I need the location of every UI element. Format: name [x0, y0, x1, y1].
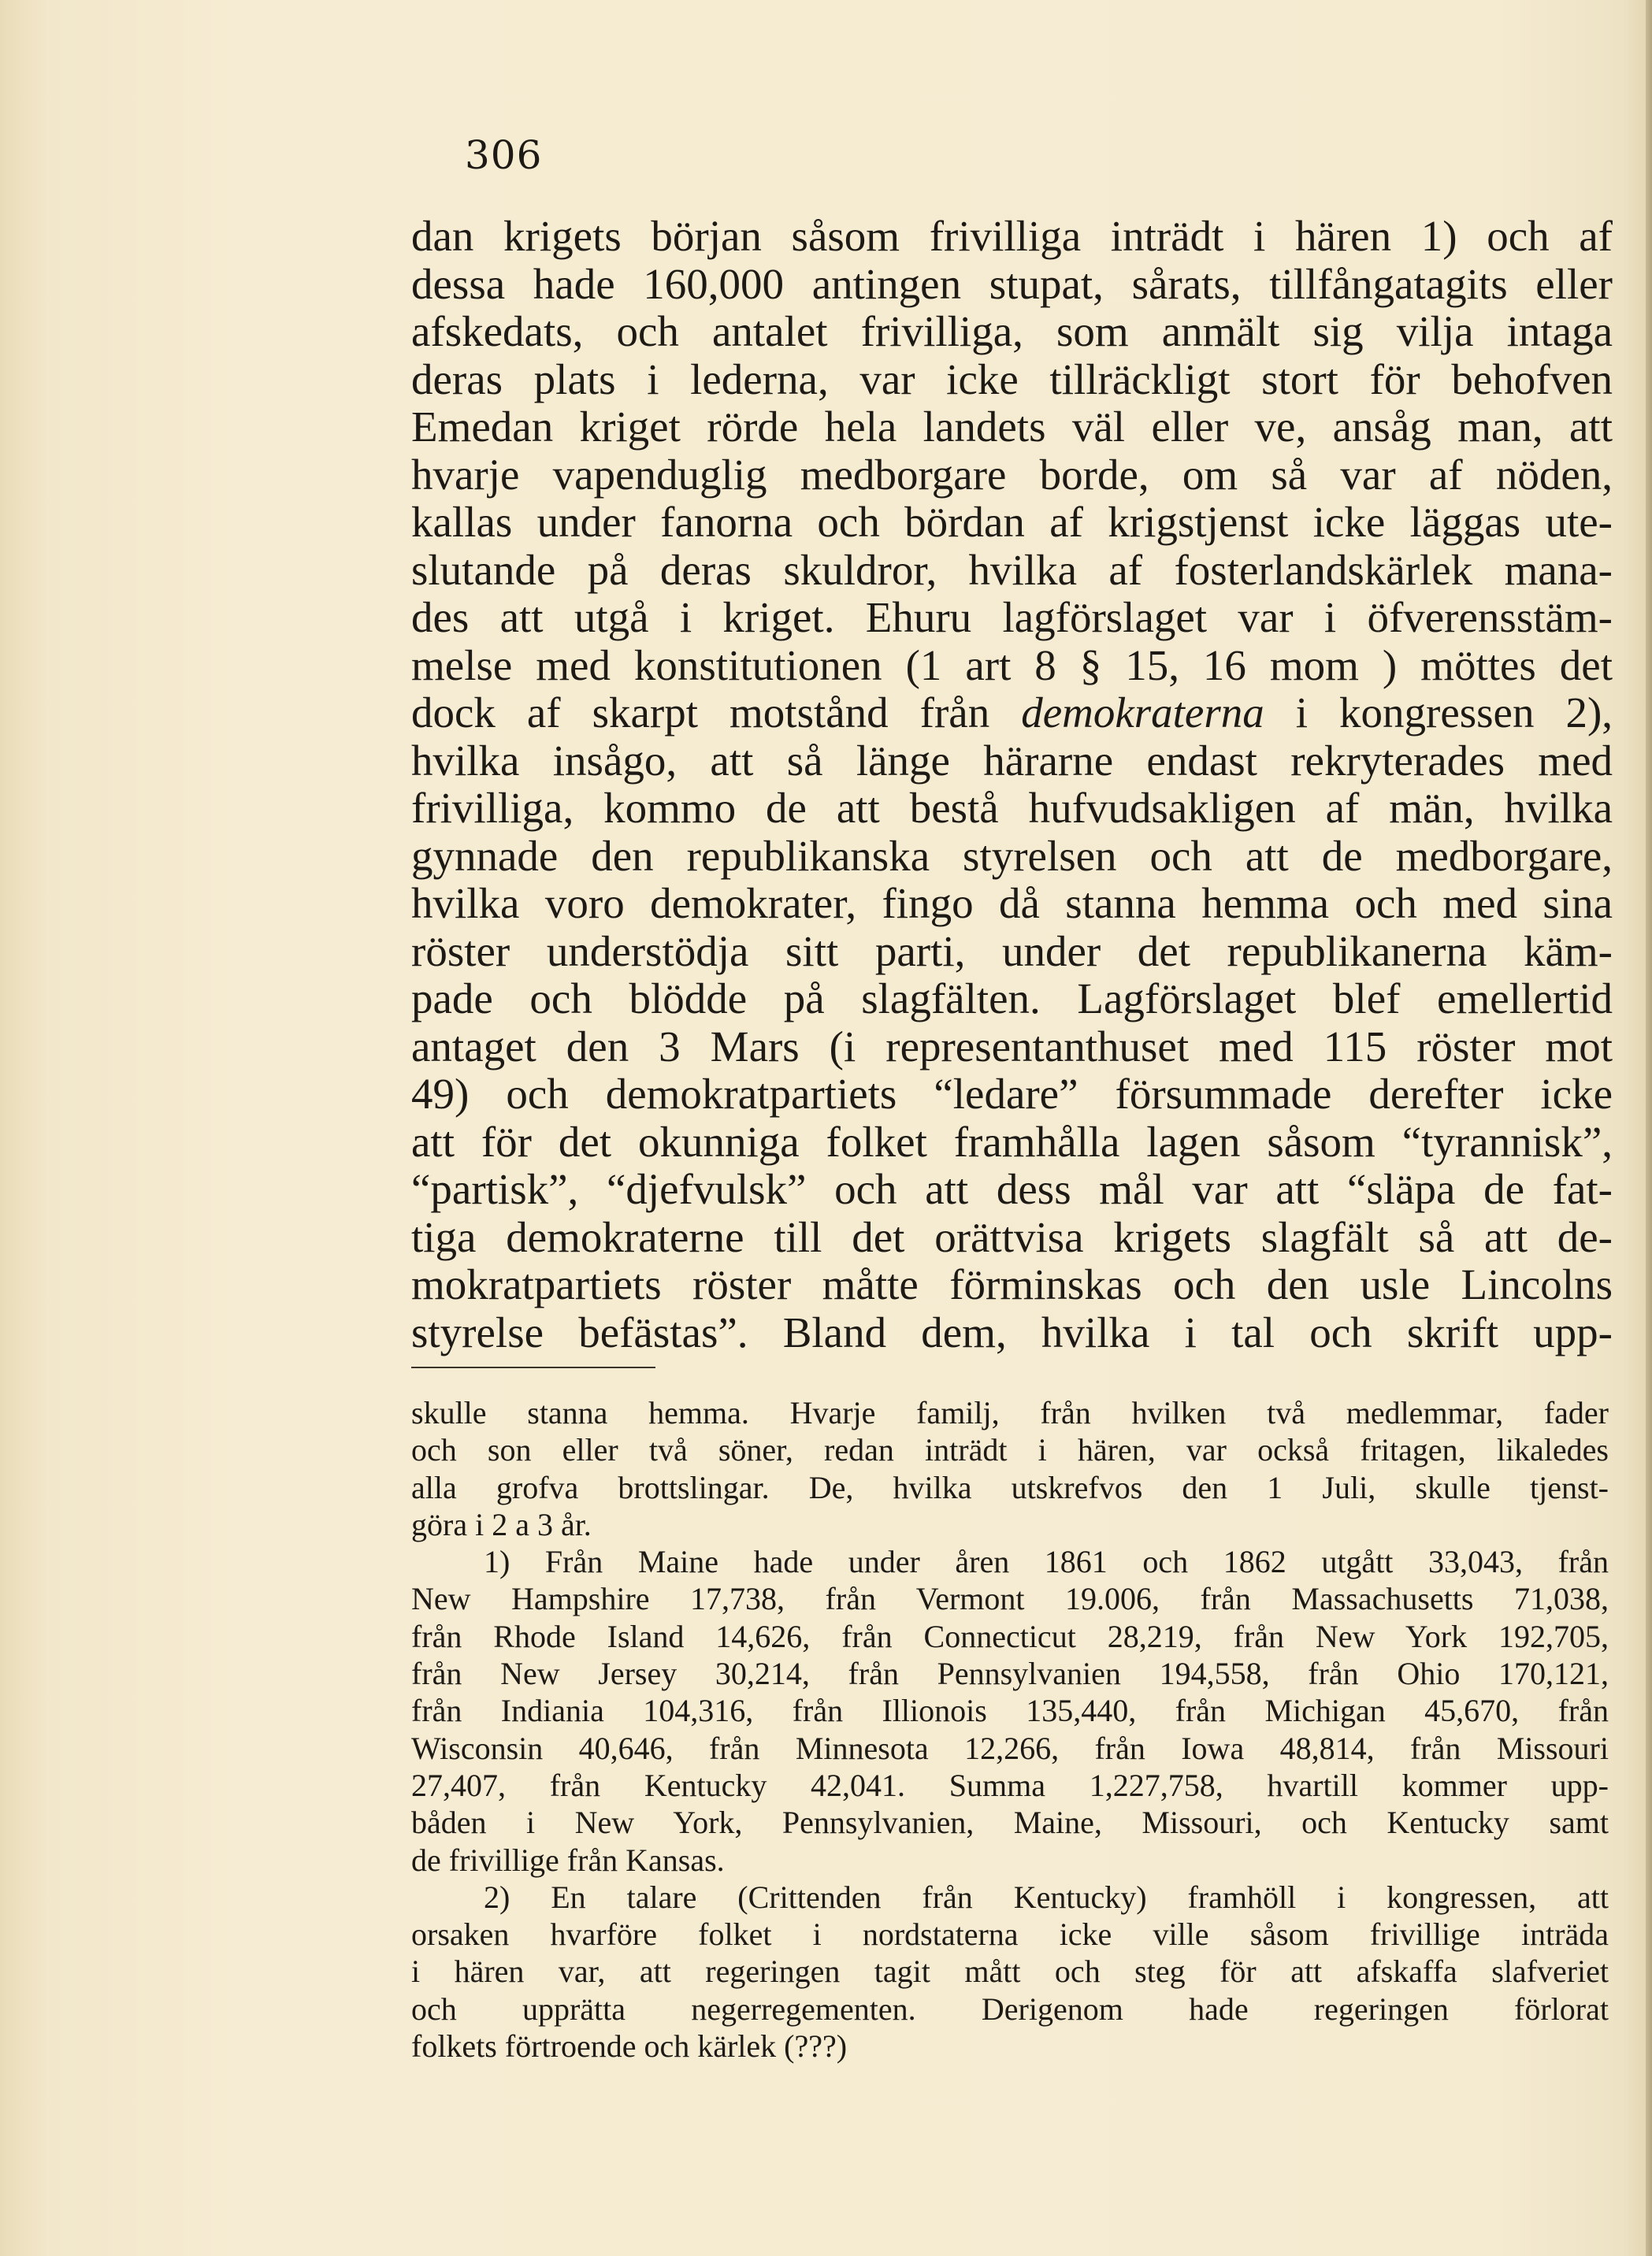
footnote-2-line: folkets förtroende och kärlek (???) — [411, 2028, 848, 2065]
text-line: afskedats, och antalet frivilliga, som anmält sig vilja intaga — [411, 307, 1613, 355]
footnote-line: alla grofva brottslingar. De, hvilka utskrefvos den 1 Juli, skulle tjenst- — [411, 1469, 1609, 1505]
text-line: att för det okunniga folket framhålla lagen såsom “tyrannisk”, — [411, 1117, 1613, 1166]
italic-term: demokraterna — [1021, 688, 1264, 737]
page-edge-shadow — [1646, 0, 1652, 2256]
text-line: hvarje vapenduglig medborgare borde, om så var af nöden, — [411, 450, 1613, 499]
text-segment: i kongressen 2), — [1295, 688, 1613, 737]
footnote-1-line: från Indiania 104,316, från Illionois 135,440, från Michigan 45,670, från — [411, 1693, 1609, 1729]
footnote-2-line: och upprätta negerregementen. Derigenom hade regeringen förlorat — [411, 1991, 1609, 2027]
page-number: 306 — [465, 132, 543, 178]
text-line: dessa hade 160,000 antingen stupat, sårats, tillfångatagits eller — [411, 259, 1613, 308]
text-line: mokratpartiets röster måtte förminskas och den usle Lincolns — [411, 1260, 1613, 1308]
text-line-with-italic — [411, 689, 1613, 737]
text-line: des att utgå i kriget. Ehuru lagförslaget var i öfverensstäm- — [411, 593, 1613, 641]
footnote-1-line: 1) Från Maine hade under åren 1861 och 1862 utgått 33,043, från — [484, 1544, 1609, 1580]
text-line: antaget den 3 Mars (i representanthuset med 115 röster mot — [411, 1022, 1613, 1070]
text-line: slutande på deras skuldror, hvilka af fosterlandskärlek mana- — [411, 545, 1613, 594]
footnote-2-line: i hären var, att regeringen tagit mått och steg för att afskaffa slafveriet — [411, 1954, 1609, 1990]
footnote-1-line: från Rhode Island 14,626, från Connecticut 28,219, från New York 192,705, — [411, 1618, 1609, 1654]
footnote-line: skulle stanna hemma. Hvarje familj, från hvilken två medlemmar, fader — [411, 1395, 1609, 1430]
text-line: röster understödja sitt parti, under det republikanerna käm- — [411, 926, 1613, 975]
text-line: kallas under fanorna och bördan af krigstjenst icke läggas ute- — [411, 498, 1613, 546]
text-line: melse med konstitutionen (1 art 8 § 15, 16 mom ) möttes det — [411, 640, 1613, 689]
text-line: “partisk”, “djefvulsk” och att dess mål var att “släpa de fat- — [411, 1165, 1613, 1213]
text-line: tiga demokraterne till det orättvisa krigets slagfält så att de- — [411, 1212, 1613, 1261]
text-line: deras plats i lederna, var icke tillräckligt stort för behofven — [411, 354, 1613, 403]
footnote-2-line: 2) En talare (Crittenden från Kentucky) framhöll i kongressen, att — [484, 1879, 1609, 1915]
footnote-divider — [411, 1367, 655, 1368]
text-line: hvilka voro demokrater, fingo då stanna hemma och med sina — [411, 879, 1613, 927]
footnote-1-line: New Hampshire 17,738, från Vermont 19.006, från Massachusetts 71,038, — [411, 1581, 1609, 1617]
footnote-1-line: Wisconsin 40,646, från Minnesota 12,266, från Iowa 48,814, från Missouri — [411, 1730, 1609, 1766]
footnote-1-line: från New Jersey 30,214, från Pennsylvanien 194,558, från Ohio 170,121, — [411, 1656, 1609, 1692]
text-line: styrelse befästas”. Bland dem, hvilka i tal och skrift upp- — [411, 1308, 1613, 1356]
footnote-1-line: 27,407, från Kentucky 42,041. Summa 1,227,758, hvartill kommer upp- — [411, 1767, 1609, 1803]
footnotes — [411, 1394, 1609, 2065]
text-segment: dock af skarpt motstånd från — [411, 688, 990, 737]
text-line: Emedan kriget rörde hela landets väl eller ve, ansåg man, att — [411, 403, 1613, 451]
footnote-2-line: orsaken hvarföre folket i nordstaterna icke ville såsom frivillige inträda — [411, 1916, 1609, 1953]
text-line: dan krigets början såsom frivilliga inträdt i hären 1) och af — [411, 212, 1613, 260]
footnote-line: och son eller två söner, redan inträdt i hären, var också fritagen, likaledes — [411, 1432, 1609, 1468]
text-line: frivilliga, kommo de att bestå hufvudsakligen af män, hvilka — [411, 784, 1613, 832]
main-text-body — [411, 213, 1613, 1356]
text-line: gynnade den republikanska styrelsen och att de medborgare, — [411, 831, 1613, 880]
footnote-1-line: de frivillige från Kansas. — [411, 1842, 725, 1878]
text-line: 49) och demokratpartiets “ledare” försummade derefter icke — [411, 1070, 1613, 1118]
text-line: pade och blödde på slagfälten. Lagförslaget blef emellertid — [411, 974, 1613, 1022]
text-line: hvilka insågo, att så länge härarne endast rekryterades med — [411, 736, 1613, 785]
footnote-line: göra i 2 a 3 år. — [411, 1506, 592, 1542]
footnote-1-line: båden i New York, Pennsylvanien, Maine, Missouri, och Kentucky samt — [411, 1805, 1609, 1841]
